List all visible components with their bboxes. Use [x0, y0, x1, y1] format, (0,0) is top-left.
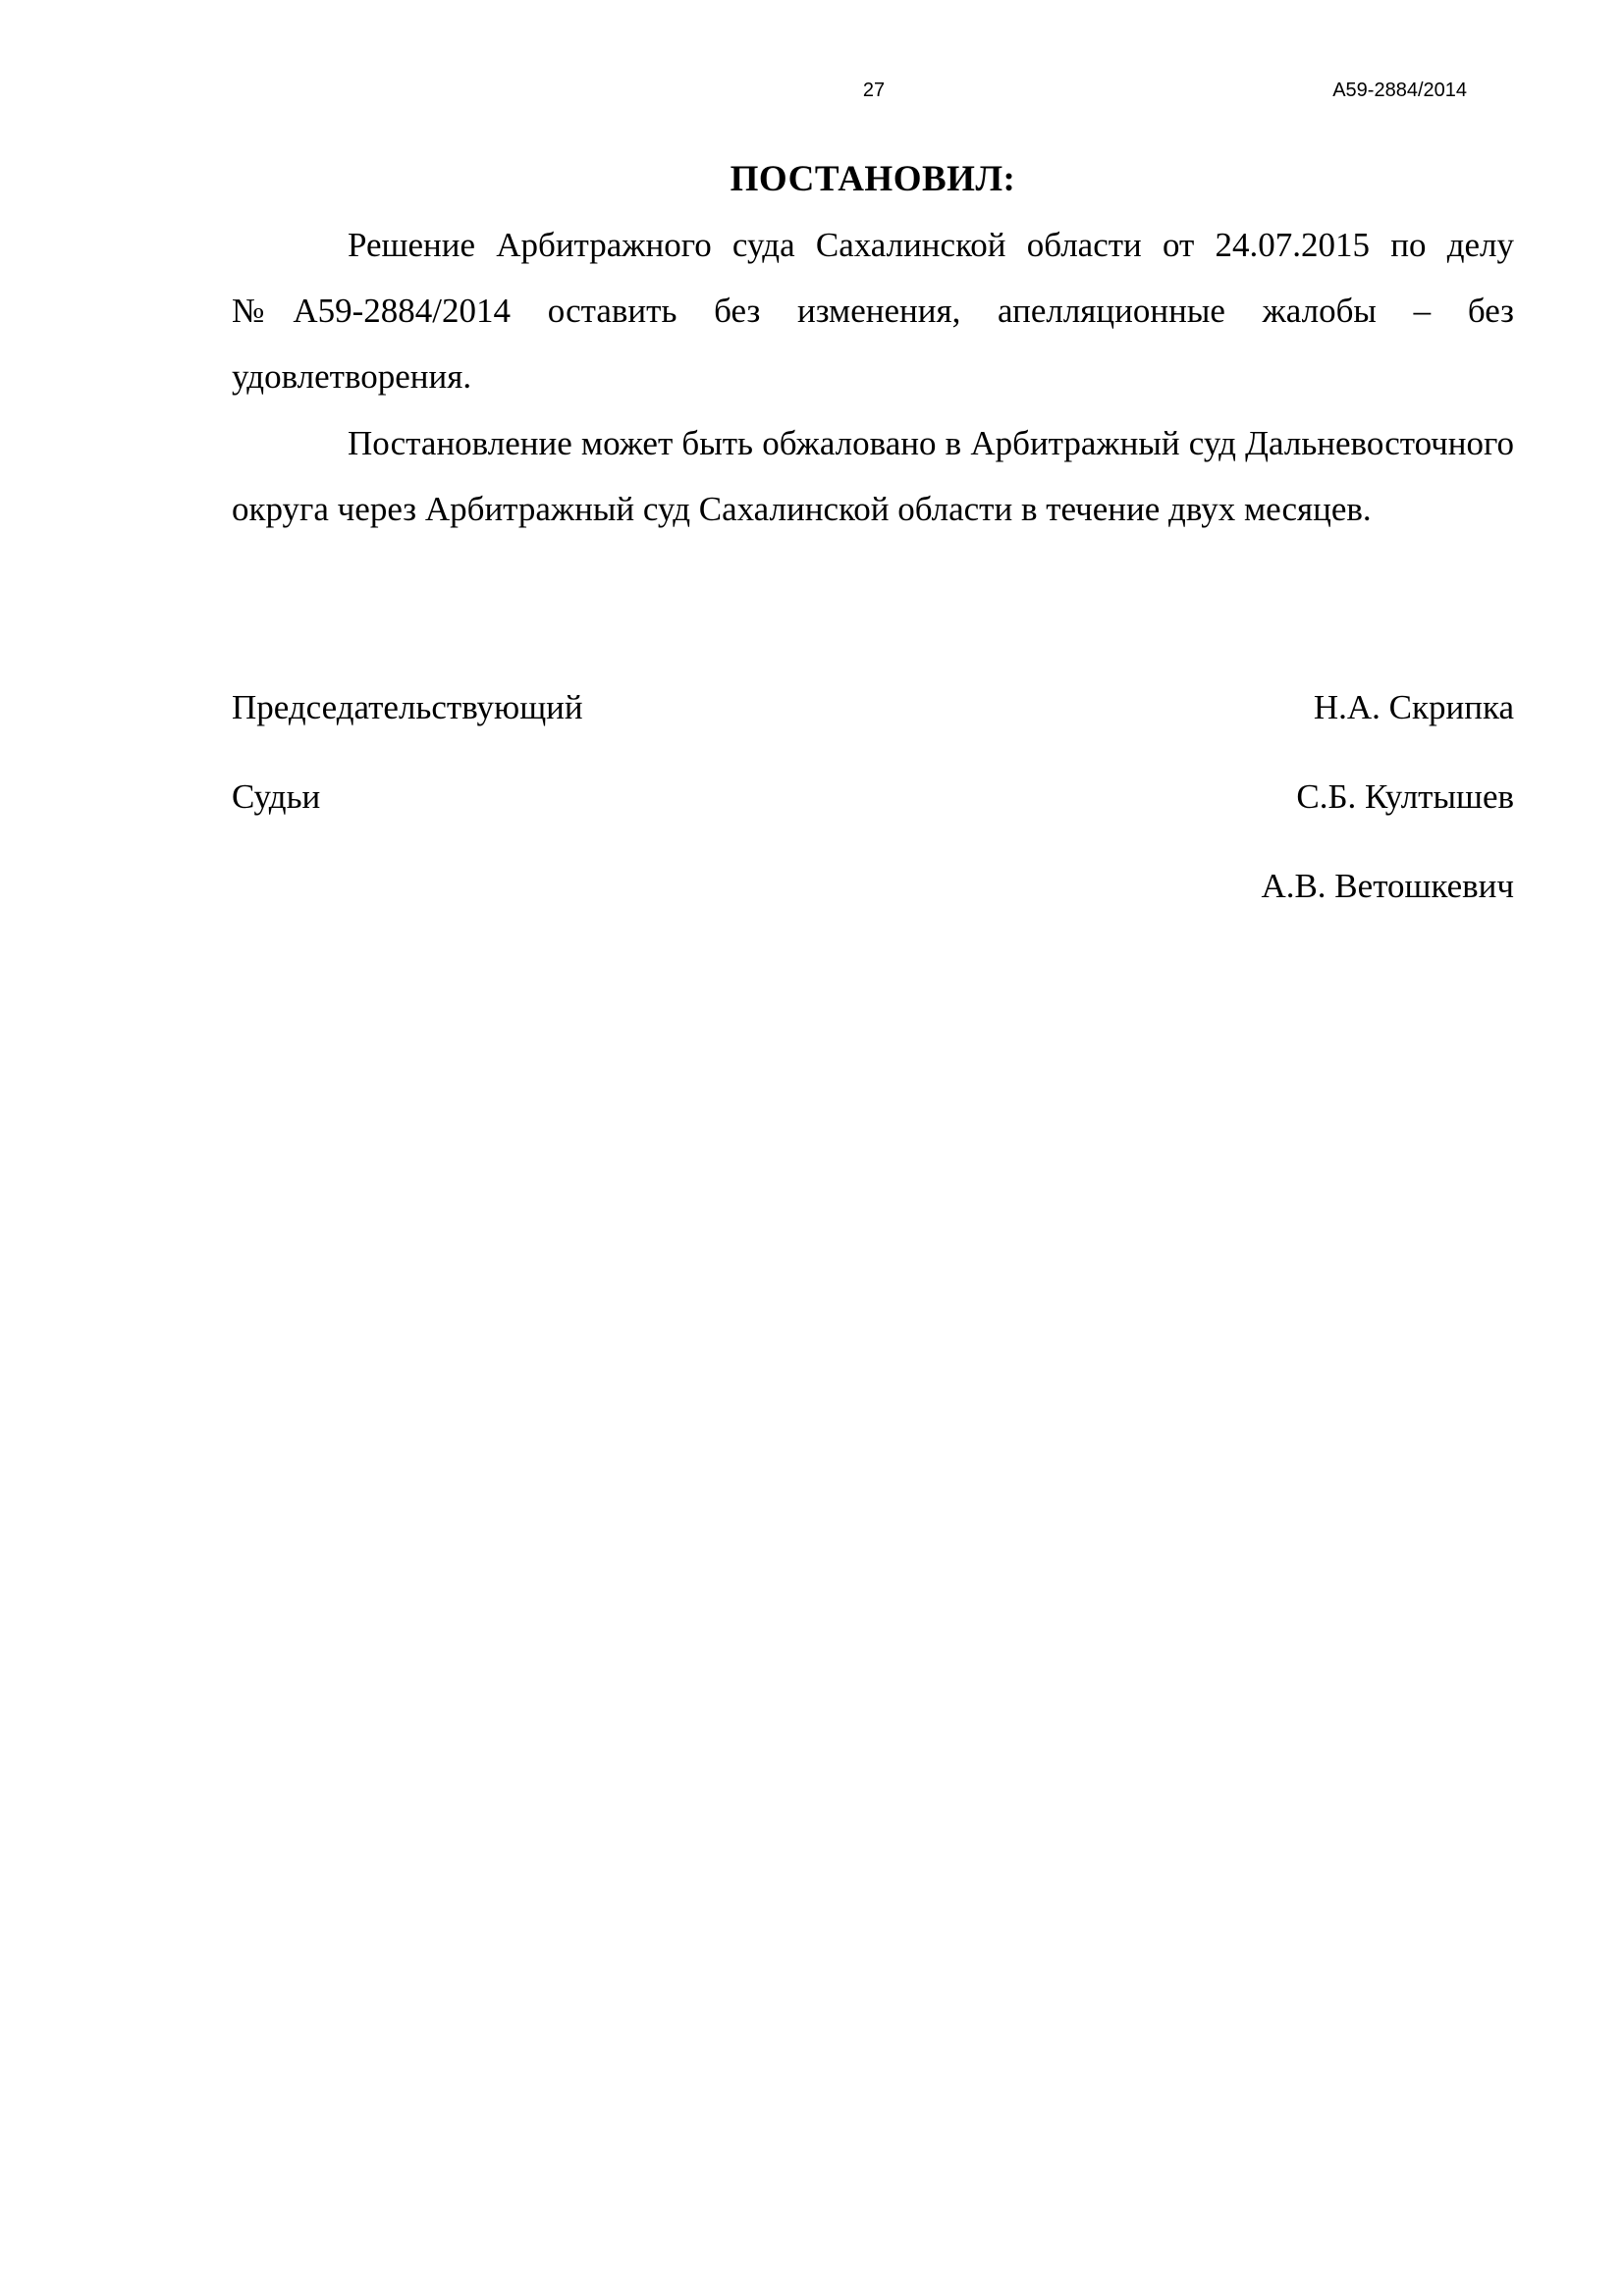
signature-row-judges — [232, 774, 1514, 820]
presiding-label: Председательствующий — [232, 688, 583, 726]
appeal-paragraph: Постановление может быть обжаловано в Арбитражный суд Дальневосточного округа через Арбитражный суд Сахалинской области в течение двух месяцев. — [232, 424, 1514, 528]
judge-name-1: С.Б. Култышев — [1296, 777, 1514, 816]
presiding-judge-name: Н.А. Скрипка — [1313, 688, 1514, 726]
judges-label: Судьи — [232, 777, 321, 816]
ruling-paragraph: Решение Арбитражного суда Сахалинской области от 24.07.2015 по делу №А59-2884/2014 оставить без изменения, апелляционные жалобы – без удовлетворения. — [232, 226, 1514, 396]
signature-row-judge-2 — [232, 864, 1514, 909]
judge-name-2: А.В. Ветошкевич — [1261, 867, 1514, 905]
signature-row-presiding — [232, 685, 1514, 730]
decision-heading: ПОСТАНОВИЛ: — [730, 159, 1016, 199]
page-number: 27 — [862, 80, 886, 101]
case-number: А59-2884/2014 — [1332, 80, 1467, 101]
